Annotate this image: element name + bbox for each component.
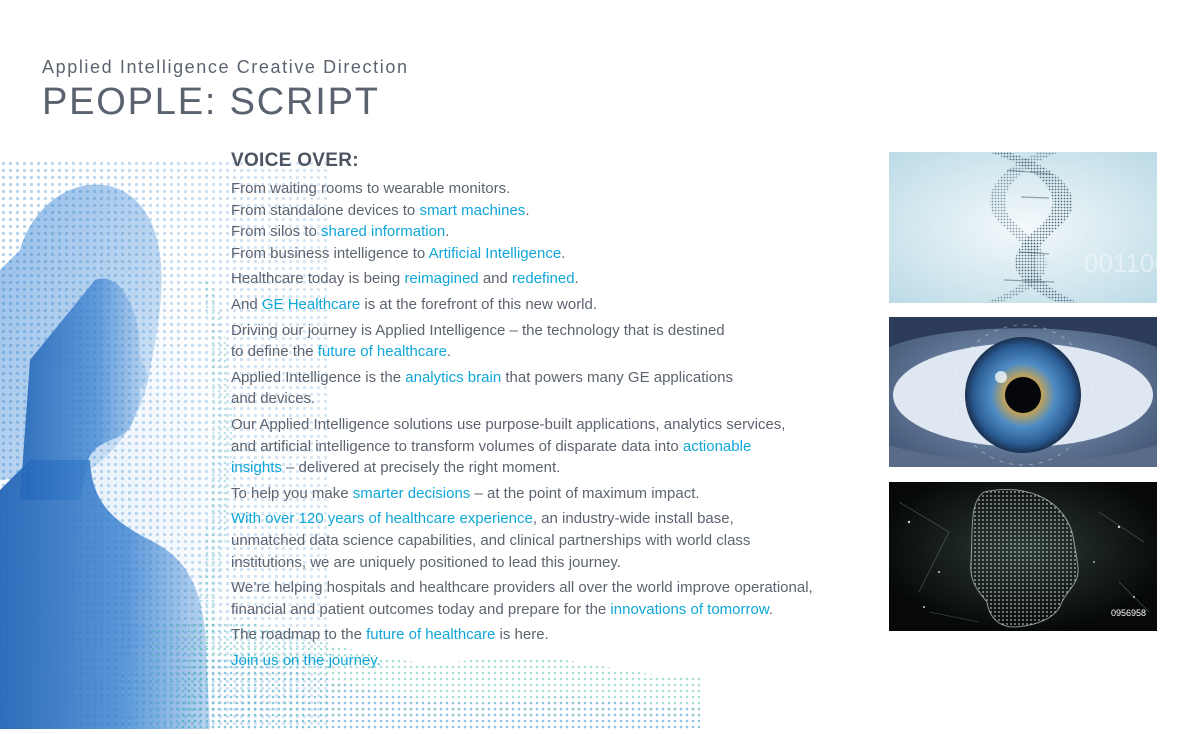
script-paragraph (231, 268, 871, 290)
script-line (231, 367, 871, 389)
script-paragraph (231, 178, 871, 264)
script-text: and artificial intelligence to transform volumes of disparate data into (231, 437, 683, 455)
highlighted-text: innovations of tomorrow (610, 600, 769, 618)
script-text: . (768, 600, 774, 618)
highlighted-text: redefined (512, 270, 575, 288)
script-text: and devices. (231, 390, 316, 408)
highlighted-text: future of healthcare (317, 343, 447, 361)
script-text: – at the point of maximum impact. (470, 484, 700, 502)
script-text: institutions, we are uniquely positioned to lead this journey. (231, 553, 621, 571)
highlighted-text: With over 120 years of healthcare experience (231, 510, 533, 528)
script-line (231, 320, 871, 342)
script-text: From silos to (231, 223, 322, 241)
script-paragraph (231, 320, 871, 363)
highlighted-text: insights (231, 459, 282, 477)
script-text: – delivered at precisely the right moment. (281, 459, 561, 477)
script-text: is at the forefront of this new world. (360, 295, 598, 313)
script-text: that powers many GE applications (501, 368, 733, 386)
dna-helix-image (889, 152, 1184, 303)
header (42, 56, 409, 124)
script-text: Driving our journey is Applied Intelligence – the technology that is destined (231, 321, 725, 339)
script-line (231, 508, 871, 530)
script-line (231, 436, 871, 458)
script-text: The roadmap to the (231, 626, 367, 644)
highlighted-text: Artificial Intelligence (428, 244, 562, 262)
eye-closeup-image (889, 317, 1157, 467)
script-paragraph (231, 414, 871, 479)
highlighted-text: future of healthcare (366, 626, 496, 644)
script-text: From standalone devices to (231, 201, 420, 219)
script-paragraphs (231, 178, 871, 671)
script-line (231, 530, 871, 552)
script-line (231, 294, 871, 316)
script-text: Healthcare today is being (231, 270, 405, 288)
script-line (231, 483, 871, 505)
script-text: , an industry-wide install base, (532, 510, 734, 528)
script-line (231, 243, 871, 265)
script-text: financial and patient outcomes today and prepare for the (231, 600, 611, 618)
script-text: To help you make (231, 484, 353, 502)
highlighted-text: GE Healthcare (261, 295, 361, 313)
script-line (231, 624, 871, 646)
script-text: . (561, 244, 566, 262)
highlighted-text: smarter decisions (352, 484, 471, 502)
script-line (231, 178, 871, 200)
script-line (231, 650, 871, 672)
script-paragraph (231, 650, 871, 672)
dna-digits: 0011000 (1084, 248, 1184, 278)
script-line (231, 388, 871, 410)
highlighted-text: analytics brain (405, 368, 502, 386)
script-line (231, 341, 871, 363)
script-text: Applied Intelligence is the (231, 368, 406, 386)
script-line (231, 552, 871, 574)
highlighted-text: shared information (321, 223, 446, 241)
script-paragraph (231, 367, 871, 410)
digital-head-image (889, 482, 1157, 631)
script-text: and (478, 270, 513, 288)
script-line (231, 414, 871, 436)
script-paragraph (231, 577, 871, 620)
highlighted-text: Join us on the journey. (231, 651, 381, 669)
script-line (231, 221, 871, 243)
script-text: to define the (231, 343, 318, 361)
voice-over-script (231, 150, 871, 675)
script-paragraph (231, 483, 871, 505)
voice-over-heading: VOICE OVER: (231, 150, 359, 171)
script-text: . (447, 343, 452, 361)
script-line (231, 577, 871, 599)
script-text: . (574, 270, 579, 288)
script-text: . (525, 201, 530, 219)
script-paragraph (231, 624, 871, 646)
script-line (231, 200, 871, 222)
script-paragraph (231, 294, 871, 316)
highlighted-text: reimagined (404, 270, 479, 288)
script-line (231, 599, 871, 621)
script-line (231, 268, 871, 290)
script-paragraph (231, 508, 871, 573)
script-text: unmatched data science capabilities, and clinical partnerships with world class (231, 531, 751, 549)
script-text: is here. (495, 626, 549, 644)
script-text: From business intelligence to (231, 244, 429, 262)
script-text: Our Applied Intelligence solutions use purpose-built applications, analytics services, (231, 415, 786, 433)
script-text: And (231, 295, 262, 313)
head-digits: 0956958 (1111, 608, 1147, 618)
highlighted-text: smart machines (419, 201, 526, 219)
script-line (231, 457, 871, 479)
script-text: We’re helping hospitals and healthcare providers all over the world improve operational, (231, 579, 813, 597)
page-title: PEOPLE: SCRIPT (42, 81, 380, 123)
highlighted-text: actionable (682, 437, 752, 455)
script-text: . (445, 223, 450, 241)
page-subtitle: Applied Intelligence Creative Direction (42, 57, 409, 77)
script-text: From waiting rooms to wearable monitors. (231, 180, 511, 197)
